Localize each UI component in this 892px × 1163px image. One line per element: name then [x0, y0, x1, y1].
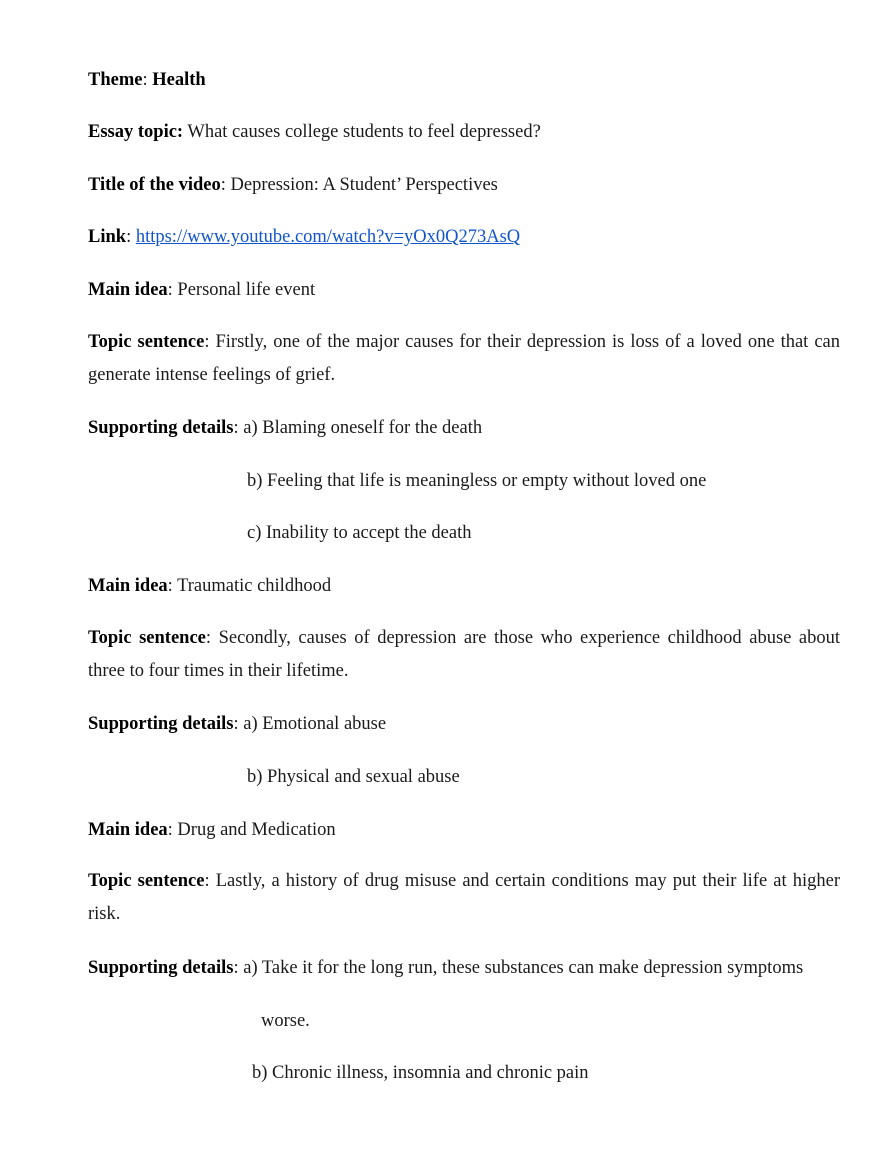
essay-topic-label: Essay topic: — [88, 122, 184, 142]
main-idea-label: Main idea — [88, 820, 168, 840]
main-idea-label: Main idea — [88, 280, 168, 300]
detail-item: a) Take it for the long run, these substances can make depression symptoms — [243, 958, 804, 978]
video-title-label: Title of the video — [88, 175, 221, 195]
detail-item: b) Feeling that life is meaningless or empty without loved one — [247, 471, 707, 491]
essay-topic-value: What causes college students to feel depressed? — [187, 122, 541, 142]
supporting-details-label: Supporting details — [88, 418, 234, 438]
video-title-line: Title of the video: Depression: A Student’ Perspectives — [88, 175, 498, 195]
detail-item: c) Inability to accept the death — [247, 523, 472, 543]
theme-value: Health — [152, 70, 206, 90]
topic-sentence-3: Topic sentence: Lastly, a history of drug misuse and certain conditions may put their life at higher risk. — [88, 871, 841, 924]
topic-sentence-label: Topic sentence — [88, 628, 206, 648]
detail-item: b) Chronic illness, insomnia and chronic pain — [252, 1063, 589, 1083]
topic-sentence-label: Topic sentence — [88, 871, 205, 891]
topic-sentence-1: Topic sentence: Firstly, one of the major causes for their depression is loss of a loved one that can generate intense feelings of grief. — [88, 332, 840, 385]
topic-sentence-value: Lastly, a history of drug misuse and certain conditions may put their life at higher risk. — [88, 871, 841, 924]
theme-line: Theme: Health — [88, 70, 206, 90]
essay-topic-line — [88, 121, 541, 143]
supporting-details-label: Supporting details — [88, 714, 234, 734]
link-label: Link — [88, 227, 127, 247]
link-line: Link: https://www.youtube.com/watch?v=yOx0Q273AsQ — [88, 227, 521, 247]
main-idea-value: Personal life event — [177, 280, 316, 300]
topic-sentence-value: Firstly, one of the major causes for their depression is loss of a loved one that can generate intense feelings of grief. — [88, 332, 840, 385]
supporting-details-3: Supporting details: a) Take it for the long run, these substances can make depression symptoms — [88, 958, 804, 978]
detail-item: a) Blaming oneself for the death — [243, 418, 483, 438]
topic-sentence-2: Topic sentence: Secondly, causes of depression are those who experience childhood abuse about three to four times in their lifetime. — [88, 628, 841, 681]
detail-item: worse. — [261, 1011, 310, 1031]
main-idea-1: Main idea: Personal life event — [88, 280, 316, 300]
video-title-value: Depression: A Student’ Perspectives — [230, 175, 498, 195]
main-idea-label: Main idea — [88, 576, 168, 596]
main-idea-value: Drug and Medication — [177, 820, 336, 840]
topic-sentence-label: Topic sentence — [88, 332, 205, 352]
main-idea-value: Traumatic childhood — [177, 576, 332, 596]
topic-sentence-value: Secondly, causes of depression are those who experience childhood abuse about three to four times in their lifetime. — [88, 628, 841, 681]
detail-item: b) Physical and sexual abuse — [247, 767, 460, 787]
detail-item: a) Emotional abuse — [243, 714, 387, 734]
video-link[interactable]: https://www.youtube.com/watch?v=yOx0Q273AsQ — [135, 227, 521, 247]
supporting-details-1: Supporting details: a) Blaming oneself for the death — [88, 418, 483, 438]
main-idea-2: Main idea: Traumatic childhood — [88, 576, 332, 596]
theme-label: Theme — [88, 70, 143, 90]
supporting-details-2: Supporting details: a) Emotional abuse — [88, 714, 387, 734]
main-idea-3: Main idea: Drug and Medication — [88, 820, 336, 840]
supporting-details-label: Supporting details — [88, 958, 234, 978]
